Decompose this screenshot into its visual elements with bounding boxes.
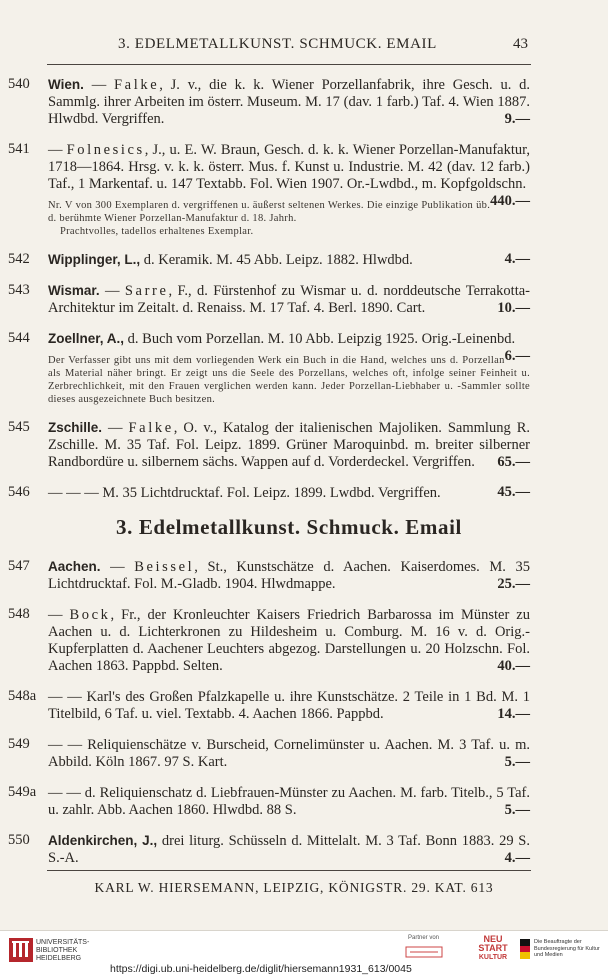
catalog-entry: [0, 688, 608, 723]
catalog-entry: [0, 141, 608, 238]
digitization-banner: [0, 930, 608, 976]
entry-text: [48, 558, 530, 593]
catalog-entry: [0, 330, 608, 406]
entry-number: 547: [8, 558, 30, 574]
permalink-url[interactable]: https://digi.ub.uni-heidelberg.de/diglit/hiersemann1931_613/0045: [110, 963, 412, 975]
entry-number: 541: [8, 141, 30, 157]
entry-number: 545: [8, 419, 30, 435]
entry-description: d. Buch vom Porzellan. M. 10 Abb. Leipzig 1925. Orig.-Leinenbd.: [127, 331, 516, 347]
entry-text: [48, 736, 530, 771]
entry-number: 550: [8, 832, 30, 848]
catalog-entry: [0, 251, 608, 269]
page-number: 43: [513, 36, 528, 52]
header-rule: [47, 64, 531, 65]
entry-author-spaced: Folnesics: [66, 142, 145, 158]
entry-price: 14.—: [497, 706, 530, 722]
entry-description: drei liturg. Schüsseln d. Mittelalt. M. 3 Taf. Bonn 1883. 29 S. S.-A.: [48, 833, 530, 866]
entry-dash: —: [83, 77, 115, 93]
neustart-line2: START: [478, 943, 508, 953]
entry-dash: —: [102, 420, 129, 436]
catalog-entry: [0, 282, 608, 317]
entry-number: 540: [8, 76, 30, 92]
entry-number: 548: [8, 606, 30, 622]
entry-author-spaced: Falke: [128, 420, 174, 436]
entry-description: , F., d. Fürstenhof zu Wismar u. d. norddeutsche Terrakotta-Architektur im Zeitalt. d. Renaiss. M. 17 Taf. 4. Berl. 1890. Cart.: [48, 283, 530, 316]
entry-text: [48, 141, 530, 209]
entry-description: , J. v., die k. k. Wiener Porzellanfabrik, ihre Gesch. u. d. Sammlg. ihrer Arbeiten im österr. Museum. M. 17 (dav. 1 farb.) Taf. 4. Wien 1887. Hlwdbd. Vergriffen.: [48, 77, 531, 127]
entry-text: [48, 330, 530, 364]
entry-lead-keyword: Wismar.: [48, 283, 100, 298]
neustart-kultur-logo: [475, 935, 511, 962]
catalog-entry: [0, 832, 608, 867]
catalog-entry: [0, 784, 608, 819]
entry-price: 5.—: [504, 754, 530, 770]
entry-author-spaced: Falke: [114, 77, 160, 93]
entry-text: [48, 484, 530, 502]
partner-logo-icon: [404, 943, 444, 961]
entry-dash: — —: [48, 785, 85, 801]
entry-number: 546: [8, 484, 30, 500]
entry-author-spaced: Beissel: [134, 559, 195, 575]
entry-text: [48, 282, 530, 317]
footer-rule: [47, 870, 531, 871]
entry-price: 45.—: [497, 484, 530, 500]
entry-note: [48, 354, 530, 406]
entry-lead-keyword: Wipplinger, L.,: [48, 252, 141, 267]
entry-number: 542: [8, 251, 30, 267]
entry-lead-keyword: Aldenkirchen, J.,: [48, 833, 158, 848]
entry-lead-keyword: Aachen.: [48, 559, 101, 574]
entry-text: [48, 832, 530, 867]
entry-price: 4.—: [504, 251, 530, 267]
entry-text: [48, 419, 530, 471]
neustart-line3: KULTUR: [478, 954, 508, 961]
entry-description: d. Keramik. M. 45 Abb. Leipz. 1882. Hlwdbd.: [143, 252, 413, 268]
entry-text: [48, 784, 530, 819]
german-flag-icon: [520, 939, 530, 959]
entry-price: 10.—: [497, 300, 530, 316]
library-name: [36, 939, 89, 963]
entry-description: , St., Kunstschätze d. Aachen. Kaiserdomes. M. 35 Lichtdrucktaf. Fol. M.-Gladb. 1904. Hlwdmappe.: [48, 559, 530, 592]
entry-description: , Fr., der Kronleuchter Kaisers Friedrich Barbarossa im Münster zu Aachen u. d. Lichterkronen zu Hildesheim u. Comburg. M. 16 v. d. Orig.-Kupferplatten d. Aachener Leuchters abgezog. Darstellungen u. 20 Holzschn. Fol. Aachen 1863. Pappbd. Selten.: [48, 607, 530, 674]
library-name-line3: HEIDELBERG: [36, 955, 82, 962]
entry-description: Reliquienschätze v. Burscheid, Cornelimünster u. Aachen. M. 3 Taf. u. m. Abbild. Köln 1867. 97 S. Kart.: [48, 737, 530, 770]
catalog-entry: [0, 606, 608, 675]
running-head-title: 3. EDELMETALLKUNST. SCHMUCK. EMAIL: [118, 36, 437, 52]
entry-price: 4.—: [504, 850, 530, 866]
entry-number: 549a: [8, 784, 37, 800]
section-title: 3. Edelmetallkunst. Schmuck. Email: [116, 515, 462, 539]
entry-text: [48, 606, 530, 675]
entry-price: 25.—: [497, 576, 530, 592]
neustart-line1: NEU: [483, 934, 503, 944]
entry-author-spaced: Bock: [69, 607, 111, 623]
catalog-entry: [0, 558, 608, 593]
university-library-logo-icon: [8, 937, 34, 963]
footer-imprint: KARL W. HIERSEMANN, LEIPZIG, KÖNIGSTR. 29. KAT. 613: [94, 880, 494, 895]
entry-dash: — — —: [48, 485, 103, 501]
entry-author-spaced: Sarre: [124, 283, 169, 299]
entry-price: 5.—: [504, 802, 530, 818]
entry-price: 6.—: [504, 348, 530, 364]
library-name-line2: BIBLIOTHEK: [36, 947, 78, 954]
entry-text: [48, 76, 530, 128]
entry-dash: —: [99, 283, 125, 299]
entry-description: M. 35 Lichtdrucktaf. Fol. Leipz. 1899. Lwdbd. Vergriffen.: [102, 485, 441, 501]
entries: [0, 76, 608, 880]
entry-dash: —: [100, 559, 135, 575]
entry-number: 548a: [8, 688, 37, 704]
running-head: [0, 36, 608, 56]
entry-price: 65.—: [497, 454, 530, 470]
entry-text: [48, 251, 530, 269]
entry-number: 543: [8, 282, 30, 298]
entry-price: 40.—: [497, 658, 530, 674]
entry-price: 440.—: [490, 193, 530, 209]
entry-note-line: Nr. V von 300 Exemplaren d. vergriffenen u. äußerst seltenen Werkes. Die einzige Publikation üb. d. berühmte Wiener Porzellan-Manufaktur d. 18. Jahrh.: [48, 200, 491, 224]
entry-description: d. Reliquienschatz d. Liebfrauen-Münster zu Aachen. M. farb. Titelb., 5 Taf. u. zahlr. Abb. Aachen 1860. Hlwdbd. 88 S.: [48, 785, 530, 818]
entry-text: [48, 688, 530, 723]
entry-number: 544: [8, 330, 30, 346]
entry-price: 9.—: [504, 111, 530, 127]
entry-description: , J., u. E. W. Braun, Gesch. d. k. k. Wiener Porzellan-Manufaktur, 1718—1864. Hrsg. v. k. k. österr. Mus. f. Kunst u. Industrie. M. 42 (dav. 12 farb.) Taf., 1 Markentaf. u. 147 Textabb. Fol. Wien 1907. Or.-Lwdbd., m. Kopfgoldschn.: [48, 142, 530, 192]
catalog-entry: [0, 76, 608, 128]
federal-commissioner-text: Die Beauftragte der Bundesregierung für Kultur und Medien: [534, 939, 600, 958]
entry-lead-keyword: Wien.: [48, 77, 84, 92]
entry-lead-keyword: Zoellner, A.,: [48, 331, 125, 346]
entry-description: , O. v., Katalog der italienischen Majoliken. Sammlung R. Zschille. M. 35 Taf. Fol. Leipz. 1899. Grüner Maroquinbd. m. breiter silberner Randbordüre u. silbernem sächs. Wappen auf d. Vorderdeckel. Vergriffen.: [48, 420, 530, 470]
entry-description: Karl's des Großen Pfalzkapelle u. ihre Kunstschätze. 2 Teile in 1 Bd. M. 1 Titelbild, 6 Taf. u. viel. Textabb. 4. Aachen 1866. Pappbd.: [48, 689, 531, 722]
entry-dash: — —: [48, 689, 87, 705]
entries-before-section: [0, 76, 608, 502]
catalog-entry: [0, 419, 608, 471]
library-name-line1: UNIVERSITÄTS-: [36, 939, 90, 946]
entry-dash: —: [48, 607, 70, 623]
catalog-entry: [0, 484, 608, 502]
entry-dash: —: [48, 142, 67, 158]
entry-note-line: Prachtvolles, tadellos erhaltenes Exemplar.: [60, 226, 254, 237]
entry-lead-keyword: Zschille.: [48, 420, 103, 435]
catalog-entry: [0, 736, 608, 771]
entry-number: 549: [8, 736, 30, 752]
entry-dash: — —: [48, 737, 88, 753]
partner-label: Partner von: [408, 935, 440, 941]
entry-note-line: Der Verfasser gibt uns mit dem vorliegenden Werk ein Buch in die Hand, welches uns d. Porzellan als Material näher bringt. Er zeigt uns die Seele des Porzellans, welches oft, infolge seiner Feinheit u. Zerbrechlichkeit, mit den Frauen verglichen werden kann. Jeder Porzellan-Liebhaber u. -Sammler sollte dieses ausgezeichnete Buch besitzen.: [48, 355, 530, 405]
entries-after-section: [0, 558, 608, 867]
entry-note: [48, 199, 530, 238]
